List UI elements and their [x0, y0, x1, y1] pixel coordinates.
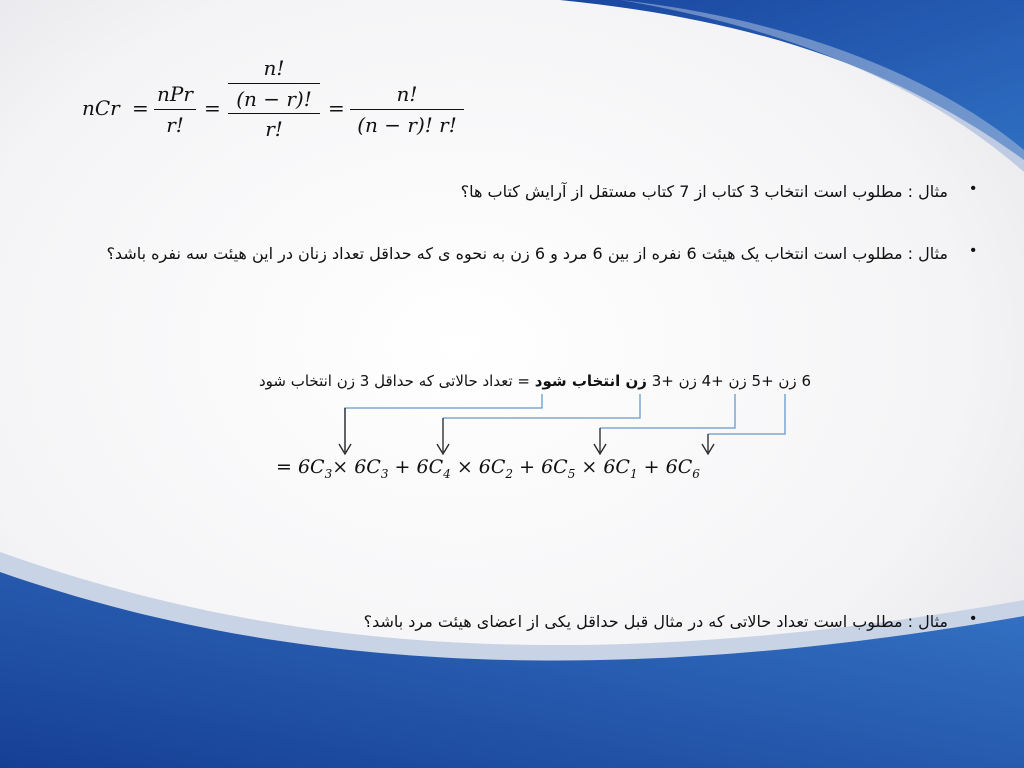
bullet-icon: • — [970, 610, 976, 627]
bullet-item-1: مثال : مطلوب است انتخاب 3 کتاب از 7 کتاب مستقل از آرایش کتاب ها؟ — [460, 182, 948, 201]
term: $6C_5$ × — [541, 456, 604, 481]
bullet-icon: • — [970, 180, 976, 197]
bullet-item-2: مثال : مطلوب است انتخاب یک هیئت 6 نفره از بین 6 مرد و 6 زن به نحوه ی که حداقل تعداد زنان در این هیئت سه نفره باشد؟ — [106, 244, 948, 263]
inner-denominator: (n − r)! — [236, 87, 312, 111]
term: $6C_6$ — [665, 456, 700, 481]
denominator: r! — [166, 113, 184, 137]
denominator: r! — [265, 117, 283, 141]
term: $6C_3$ + — [354, 456, 417, 481]
term: $6C_4$ × — [416, 456, 479, 481]
term: $6C_3\times$ — [297, 456, 355, 481]
caption-terms: 6 زن +5 زن +4 زن +3 — [646, 372, 811, 390]
bullet-icon: • — [970, 242, 976, 259]
term: $6C_2$ + — [478, 456, 542, 481]
numerator: n! — [396, 82, 418, 106]
caption-definition: = تعداد حالاتی که حداقل 3 زن انتخاب شود — [258, 372, 535, 390]
equals-prefix: = — [276, 456, 298, 478]
bullet-item-3: مثال : مطلوب است تعداد حالاتی که در مثال قبل حداقل یکی از اعضای هیئت مرد باشد؟ — [363, 612, 948, 631]
numerator: nPr — [157, 82, 193, 106]
equals-sign: = — [328, 96, 345, 120]
equals-sign: = — [132, 96, 149, 120]
combination-sum-equation — [276, 456, 700, 481]
formula-lhs: nCr — [82, 96, 120, 120]
caption-bold: زن انتخاب شود — [534, 372, 647, 390]
connector-line — [600, 394, 735, 428]
term: $6C_1$ + — [603, 456, 666, 481]
denominator: (n − r)! r! — [357, 113, 457, 137]
inner-numerator: n! — [263, 56, 285, 80]
equals-sign: = — [204, 96, 221, 120]
